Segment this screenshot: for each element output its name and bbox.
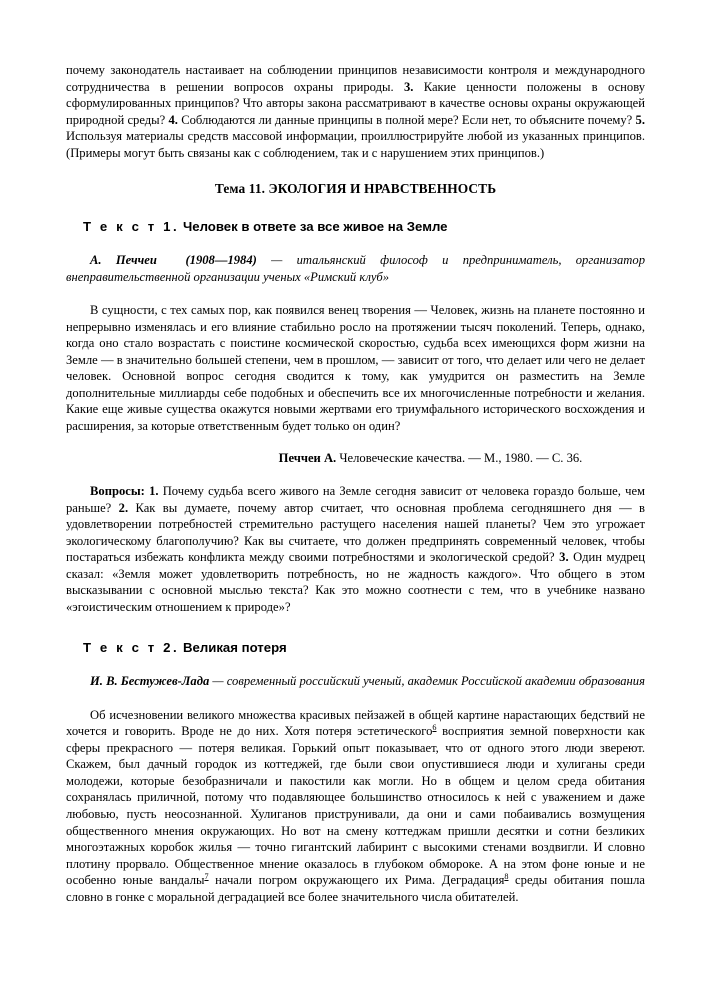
text-2-title: Великая потеря (179, 640, 287, 656)
question-number-5: 5. (635, 112, 645, 127)
question-text-3: Какие ценности положены в основу сформулированных принципов? Что авторы закона рассматривают в качестве основы охраны окружающей природной среды? (66, 79, 646, 127)
citation-rest: Человеческие качества. — М., 1980. — С. 36. (336, 451, 583, 466)
text-2-body (66, 707, 645, 906)
question-number-1: 1. (149, 483, 159, 498)
text-column (66, 62, 645, 905)
text-1-title: Человек в ответе за все живое на Земле (179, 219, 448, 235)
text-2-author-name: И. В. Бестужев-Лада (90, 674, 210, 689)
question-text-2: Как вы думаете, почему автор считает, что основная проблема сегодняшнего дня — в удовлетворении потребностей стремительно растущего населения нашей планеты? Чем это угрожает экологическому благополучию? Как вы считаете, что должен предпринять современный человек, чтобы постараться избежать конфликта между своими потребностями и экологической средой? (66, 500, 646, 565)
text-1-attribution (66, 252, 645, 285)
footnote-marker-6[interactable]: 6 (432, 723, 437, 733)
topic-heading: Тема 11. ЭКОЛОГИЯ И НРАВСТВЕННОСТЬ (214, 181, 497, 197)
question-text-3b: Один мудрец сказал: «Земля может удовлетворить потребность, но не жадность каждого». Что общего в этом высказывании с основной мыслью текста? Как это можно соотнести с тем, что в учебнике названо «эгоистическим отношением к природе»? (66, 550, 646, 614)
text-1-body: В сущности, с тех самых пор, как появился венец творения — Человек, жизнь на планете постоянно и непрерывно изменялась и его влияние стабильно росло на протяжении тысяч поколений. Теперь, однако, когда оно стало возрастать с поистине космической скоростью, судьба всех имеющихся форм жизни на Земле — в значительно большей степени, чем в прошлом, — зависит от того, что делает или чего не делает человек. Основной вопрос сегодня сводится к тому, как умудрится он разместить на Земле дополнительные миллиарды себе подобных и обеспечить все их многочисленные потребности и желания. Какие еще живые существа окажутся новыми жертвами его триумфального исторического восхождения и расширения, за которые ответственным будет только он один? (66, 303, 645, 433)
text-2-heading (83, 639, 645, 656)
text-2-label: Т е к с т 2. (83, 640, 180, 656)
question-number-3b: 3. (559, 550, 569, 565)
questions-label: Вопросы: (90, 483, 145, 498)
text-2-body-part-2: восприятия земной поверхности как сферы прекрасного — потеря великая. Горький опыт показывает, что от одного этого люди звереют. Скажем, был дачный городок из коттеджей, где были свои опустившиеся люди и хулиганы среди молодежи, которые безобразничали и пакостили как могли. Но в общем и целом среда обитания сохранялась приличной, потому что подавляющее большинство относилось к ней с уважением и даже любовью, пусть неосознанной. Хулиганов приструнивали, да они и сами побаивались возмущения общественного мнения окружающих. Но вот на смену коттеджам пришли десятки и сотни безликих многоэтажных коробок жилья — точно гигантский лабиринт с высокими стенами воздвигли. И словно плотину прорвало. Общественное мнение оказалось в глубоком обмороке. А на этом фоне юные и не особенно юные вандалы (66, 724, 646, 888)
footnote-marker-8[interactable]: 8 (504, 872, 509, 882)
text-2-attribution (66, 673, 645, 689)
footnote-marker-7[interactable]: 7 (204, 872, 209, 882)
continued-paragraph (66, 62, 645, 161)
text-1-heading (83, 218, 645, 235)
text-1-author-dates: (1908—1984) (185, 253, 257, 268)
text-1-questions (66, 483, 645, 615)
continued-paragraph-lead: почему законодатель настаивает на соблюдении принципов независимости контроля и международного сотрудничества в решении вопросов охраны природы. (66, 63, 645, 94)
text-1-author-name: А. Печчеи (90, 253, 157, 268)
text-2-body-part-3: начали погром окружающего их Рима. Деградация (208, 873, 505, 888)
question-text-5: Используя материалы средств массовой информации, проиллюстрируйте любой из указанных принципов. (Примеры могут быть связаны как с соблюдением, так и с нарушением этих принципов.) (66, 129, 645, 160)
text-2-body-part-4: среды обитания пошла словно в гонке с моральной деградацией все более значительного числа обитателей. (66, 873, 645, 904)
text-2-body-part-1: Об исчезновении великого множества красивых пейзажей в общей картине нарастающих бедствий не хочется и говорить. Вроде не до них. Хотя потеря эстетического (66, 707, 645, 739)
question-number-2: 2. (118, 500, 129, 515)
text-1-citation (66, 450, 645, 467)
text-1-author-description: — итальянский философ и предприниматель, организатор внеправительственной организации ученых «Римский клуб» (66, 253, 646, 284)
question-text-1: Почему судьба всего живого на Земле сегодня зависит от человека гораздо больше, чем раньше? (66, 483, 645, 515)
text-2-author-description: — современный российский ученый, академик Российской академии образования (209, 674, 645, 689)
question-text-4: Соблюдаются ли данные принципы в полной мере? Если нет, то объясните почему? (177, 112, 636, 127)
question-number-4: 4. (168, 112, 178, 127)
citation-author: Печчеи А. (278, 451, 337, 466)
question-number-3: 3. (403, 79, 414, 94)
text-1-label: Т е к с т 1. (83, 219, 180, 235)
